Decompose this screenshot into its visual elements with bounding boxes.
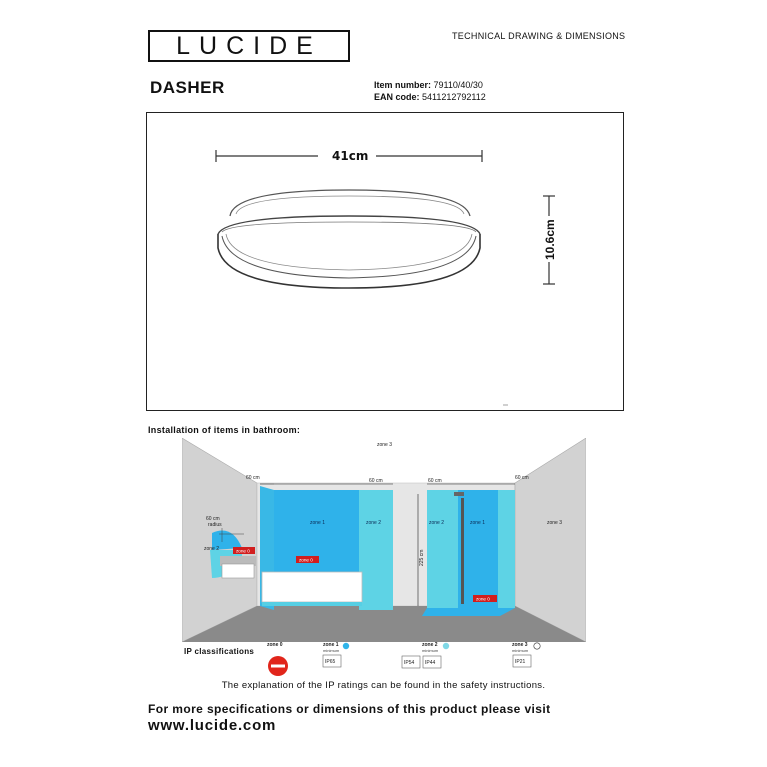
- shower-zone-2: [427, 490, 458, 608]
- ip-zone0-label: zone 0: [267, 642, 283, 648]
- item-number-row: [374, 80, 483, 90]
- ip-zone2-label: zone 2: [422, 642, 438, 648]
- ean-row: [374, 92, 486, 102]
- website-link[interactable]: www.lucide.com: [148, 717, 277, 734]
- zone3-right-label: zone 3: [547, 520, 563, 526]
- ip-zone3-label: zone 3: [512, 642, 528, 648]
- height-dimension-label: 10.6cm: [543, 219, 557, 260]
- radius-label: radius: [208, 522, 222, 528]
- sink-zone-0-label: zone 0: [236, 548, 250, 554]
- ip-zone1-minimum: minimum: [323, 648, 340, 653]
- zone3-top-label: zone 3: [377, 442, 393, 448]
- height-225-label: 225 cm: [419, 549, 425, 566]
- dim-60-bath-label: 60 cm: [369, 478, 383, 484]
- ean-label: EAN code:: [374, 92, 420, 102]
- ip-zone1-rating: IP65: [325, 659, 336, 665]
- dim-60-shower-label: 60 cm: [428, 478, 442, 484]
- more-info-text: For more specifications or dimensions of this product please visit: [148, 702, 551, 716]
- shower-zone-1-label: zone 1: [470, 520, 486, 526]
- width-dimension-label: 41cm: [332, 149, 369, 163]
- ip-classifications-panel: [250, 638, 550, 676]
- ip-zone1-label: zone 1: [323, 642, 339, 648]
- lamp-drawing: [146, 112, 624, 411]
- bathtub: [262, 572, 362, 602]
- zone1-color-dot-icon: [343, 643, 349, 649]
- shower-zone-2-label: zone 2: [429, 520, 445, 526]
- zone2-sink-label: zone 2: [204, 546, 220, 552]
- ean-value: 5411212792112: [422, 92, 486, 102]
- item-number-label: Item number:: [374, 80, 432, 90]
- brand-logo: LUCIDE: [176, 32, 322, 60]
- ip-explanation-note: The explanation of the IP ratings can be found in the safety instructions.: [221, 680, 546, 691]
- bath-zone-0-label: zone 0: [299, 557, 313, 563]
- ip-zone3-rating: IP21: [515, 659, 526, 665]
- ip-zone2-rating-b: IP44: [425, 660, 436, 666]
- dim-60-left-label: 60 cm: [246, 475, 260, 481]
- document-title: TECHNICAL DRAWING & DIMENSIONS: [452, 31, 626, 41]
- ip-zone2-rating-a: IP54: [404, 660, 415, 666]
- ip-classifications-title: IP classifications: [184, 647, 255, 656]
- bath-zone-2-label: zone 2: [366, 520, 382, 526]
- ip-zone2-minimum: minimum: [422, 648, 439, 653]
- ip-zone3-minimum: minimum: [512, 648, 529, 653]
- item-number-value: 79110/40/30: [433, 80, 483, 90]
- radius-value-label: 60 cm: [206, 516, 220, 522]
- zone3-color-dot-icon: [534, 643, 540, 649]
- bath-zone-1: [274, 490, 359, 582]
- bathroom-zones-diagram: [182, 438, 586, 642]
- installation-title: Installation of items in bathroom:: [148, 425, 301, 435]
- product-name: DASHER: [150, 78, 225, 97]
- dim-60-right-label: 60 cm: [515, 475, 529, 481]
- shower-zone-0-label: zone 0: [476, 596, 490, 602]
- bath-zone-2: [359, 490, 393, 610]
- bath-zone-1-label: zone 1: [310, 520, 326, 526]
- zone2-color-dot-icon: [443, 643, 449, 649]
